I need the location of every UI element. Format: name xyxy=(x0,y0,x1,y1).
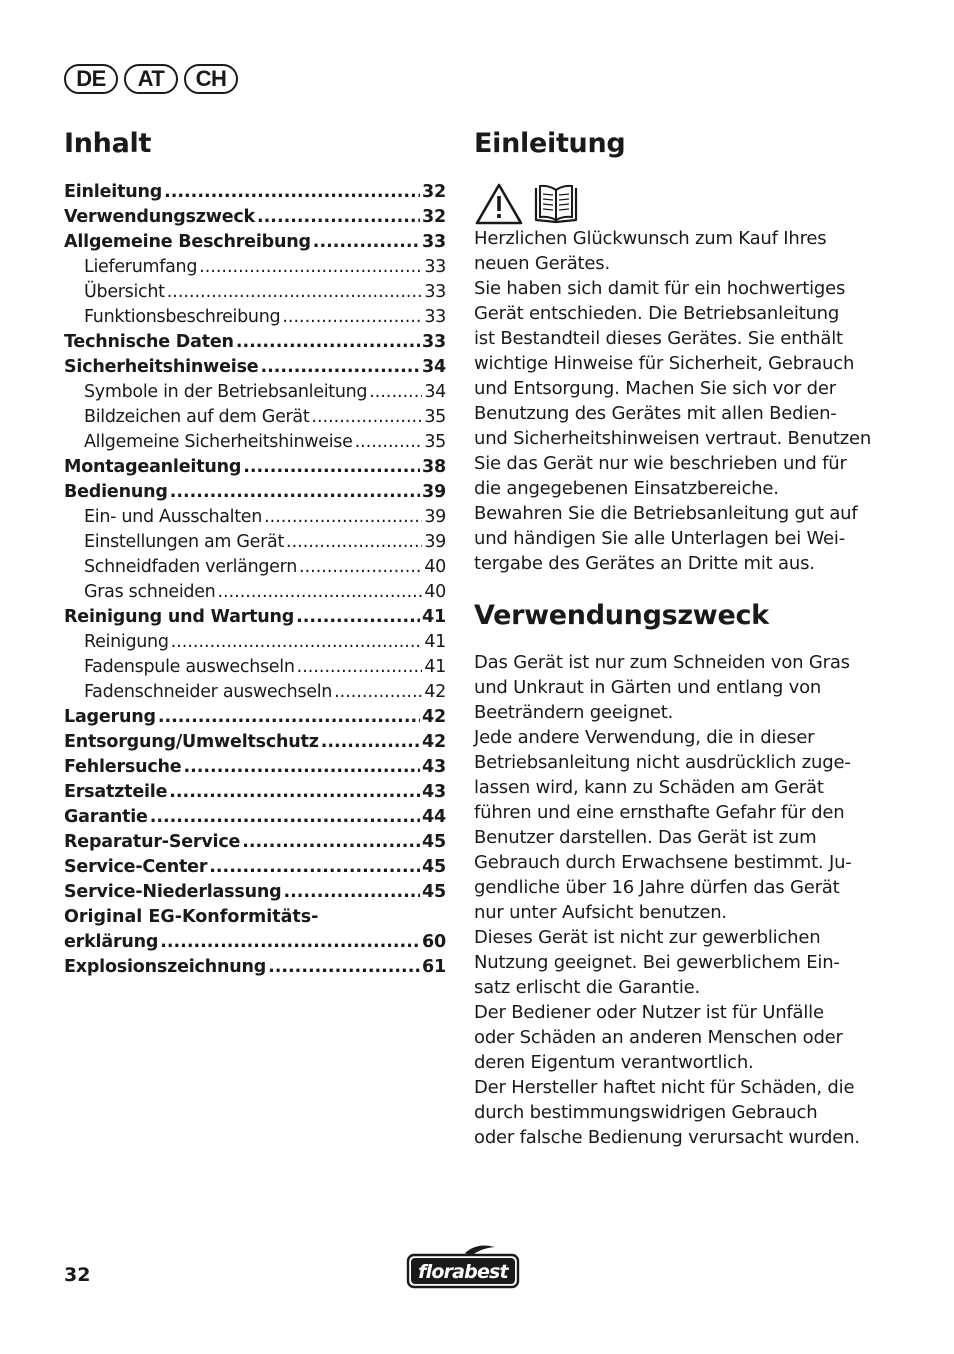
toc-leader-dots xyxy=(321,730,420,755)
toc-entry-label: Übersicht xyxy=(84,282,165,302)
toc-entry-label: Schneidfaden verlängern xyxy=(84,557,298,577)
toc-leader-dots xyxy=(257,205,420,230)
text-line: Benutzung des Gerätes mit allen Bedien- xyxy=(474,403,837,424)
toc-entry-page: 40 xyxy=(424,582,446,602)
toc-entry xyxy=(64,955,446,980)
toc-entry-label: Explosionszeichnung xyxy=(64,957,267,977)
text-line: gendliche über 16 Jahre dürfen das Gerät xyxy=(474,877,840,898)
toc-entry xyxy=(64,780,446,805)
toc-entry xyxy=(64,230,446,255)
toc-entry-label: Einstellungen am Gerät xyxy=(84,532,285,552)
open-book-icon xyxy=(532,182,580,226)
toc-entry xyxy=(64,405,446,430)
toc-leader-dots xyxy=(264,505,422,530)
toc-entry-page: 35 xyxy=(424,407,446,427)
toc-leader-dots xyxy=(311,405,422,430)
toc-entry xyxy=(64,930,446,955)
toc-entry xyxy=(64,430,446,455)
toc-entry-label: Service-Center xyxy=(64,857,208,877)
text-line: Beeträndern geeignet. xyxy=(474,702,674,723)
country-badges xyxy=(64,64,238,94)
toc-entry-page: 42 xyxy=(424,682,446,702)
toc-leader-dots xyxy=(169,780,420,805)
toc-leader-dots xyxy=(217,580,422,605)
text-line: Nutzung geeignet. Bei gewerblichem Ein- xyxy=(474,952,840,973)
country-badge-ch: CH xyxy=(184,64,238,94)
text-line: Der Bediener oder Nutzer ist für Unfälle xyxy=(474,1002,824,1023)
toc-entry-label: Einleitung xyxy=(64,182,163,202)
toc-entry xyxy=(64,330,446,355)
text-line: oder Schäden an anderen Menschen oder xyxy=(474,1027,843,1048)
toc-entry-label: Bildzeichen auf dem Gerät xyxy=(84,407,310,427)
text-line: Sie haben sich damit für ein hochwertiges xyxy=(474,278,846,299)
toc-entry-label: Entsorgung/Umweltschutz xyxy=(64,732,319,752)
toc-entry-page: 43 xyxy=(422,782,446,802)
toc-entry xyxy=(64,380,446,405)
toc-leader-dots xyxy=(199,255,422,280)
toc-entry-page: 33 xyxy=(424,282,446,302)
toc-entry-label: Funktionsbeschreibung xyxy=(84,307,281,327)
toc-entry xyxy=(64,530,446,555)
text-line: Benutzer darstellen. Das Gerät ist zum xyxy=(474,827,817,848)
intro-title: Einleitung xyxy=(474,128,626,159)
toc-entry xyxy=(64,630,446,655)
toc-entry xyxy=(64,505,446,530)
svg-text:florabest: florabest xyxy=(418,1261,508,1283)
text-line: satz erlischt die Garantie. xyxy=(474,977,701,998)
toc-entry-label: Reinigung und Wartung xyxy=(64,607,295,627)
text-line: Sie das Gerät nur wie beschrieben und für xyxy=(474,453,847,474)
toc-entry-label: Symbole in der Betriebsanleitung xyxy=(84,382,368,402)
text-line: die angegebenen Einsatzbereiche. xyxy=(474,478,779,499)
warning-triangle-icon xyxy=(474,182,524,226)
text-line: lassen wird, kann zu Schäden am Gerät xyxy=(474,777,824,798)
text-line: deren Eigentum verantwortlich. xyxy=(474,1052,754,1073)
toc-entry xyxy=(64,305,446,330)
toc-leader-dots xyxy=(334,680,422,705)
toc-entry-page: 33 xyxy=(424,257,446,277)
text-line: durch bestimmungswidrigen Gebrauch xyxy=(474,1102,818,1123)
toc-entry xyxy=(64,180,446,205)
toc-entry xyxy=(64,855,446,880)
toc-entry-page: 34 xyxy=(424,382,446,402)
toc-entry-label: Technische Daten xyxy=(64,332,234,352)
toc-leader-dots xyxy=(355,430,423,455)
toc-leader-dots xyxy=(299,555,422,580)
toc-entry xyxy=(64,205,446,230)
toc-leader-dots xyxy=(167,280,423,305)
text-line: tergabe des Gerätes an Dritte mit aus. xyxy=(474,553,815,574)
florabest-logo xyxy=(405,1244,521,1290)
text-line: und händigen Sie alle Unterlagen bei Wei- xyxy=(474,528,846,549)
toc-entry-label: Verwendungszweck xyxy=(64,207,256,227)
toc-leader-dots xyxy=(313,230,420,255)
text-line: und Entsorgung. Machen Sie sich vor der xyxy=(474,378,836,399)
toc-entry-label: Fehlersuche xyxy=(64,757,182,777)
toc-entry-label: erklärung xyxy=(64,932,159,952)
text-line: führen und eine ernsthafte Gefahr für den xyxy=(474,802,845,823)
page-number: 32 xyxy=(64,1264,91,1286)
toc-entry-label: Service-Niederlassung xyxy=(64,882,282,902)
toc-entry-page: 34 xyxy=(422,357,446,377)
toc-entry xyxy=(64,830,446,855)
toc-entry xyxy=(64,355,446,380)
text-line: nur unter Aufsicht benutzen. xyxy=(474,902,727,923)
toc-entry xyxy=(64,255,446,280)
toc-entry-page: 45 xyxy=(422,832,446,852)
toc-entry-label: Garantie xyxy=(64,807,148,827)
toc-entry xyxy=(64,805,446,830)
text-line: neuen Gerätes. xyxy=(474,253,610,274)
text-line: Gebrauch durch Erwachsene bestimmt. Ju- xyxy=(474,852,852,873)
toc-entry xyxy=(64,705,446,730)
toc-leader-dots xyxy=(242,830,420,855)
toc-leader-dots xyxy=(296,605,420,630)
toc-entry-page: 60 xyxy=(422,932,446,952)
toc-entry-label: Sicherheitshinweise xyxy=(64,357,259,377)
toc-entry-page: 33 xyxy=(424,307,446,327)
toc-leader-dots xyxy=(164,180,420,205)
toc-leader-dots xyxy=(243,455,420,480)
toc-entry-page: 41 xyxy=(424,657,446,677)
toc-leader-dots xyxy=(170,480,420,505)
toc-title: Inhalt xyxy=(64,128,152,159)
text-line: oder falsche Bedienung verursacht wurden. xyxy=(474,1127,860,1148)
toc-entry-page: 42 xyxy=(422,707,446,727)
toc-entry-label: Reinigung xyxy=(84,632,169,652)
toc-entry xyxy=(64,730,446,755)
toc-entry xyxy=(64,455,446,480)
toc-leader-dots xyxy=(297,655,423,680)
text-line: Herzlichen Glückwunsch zum Kauf Ihres xyxy=(474,228,827,249)
toc-entry-label: Lagerung xyxy=(64,707,156,727)
toc-entry-label: Bedienung xyxy=(64,482,168,502)
text-line: und Sicherheitshinweisen vertraut. Benutzen xyxy=(474,428,872,449)
toc-entry xyxy=(64,905,446,930)
toc-leader-dots xyxy=(236,330,420,355)
toc-entry xyxy=(64,755,446,780)
toc-leader-dots xyxy=(369,380,422,405)
toc-leader-dots xyxy=(158,705,420,730)
toc-entry-page: 45 xyxy=(422,882,446,902)
table-of-contents xyxy=(64,126,446,980)
toc-entry-label: Ein- und Ausschalten xyxy=(84,507,263,527)
toc-entry-page: 40 xyxy=(424,557,446,577)
toc-entry-page: 39 xyxy=(424,507,446,527)
country-badge-de: DE xyxy=(64,64,118,94)
text-line: Dieses Gerät ist nicht zur gewerblichen xyxy=(474,927,821,948)
toc-leader-dots xyxy=(183,755,420,780)
text-line: Das Gerät ist nur zum Schneiden von Gras xyxy=(474,652,850,673)
purpose-title: Verwendungszweck xyxy=(474,600,769,631)
text-line: und Unkraut in Gärten und entlang von xyxy=(474,677,822,698)
toc-leader-dots xyxy=(209,855,420,880)
purpose-text xyxy=(474,650,874,1150)
toc-entry-label: Allgemeine Beschreibung xyxy=(64,232,311,252)
toc-entry-page: 39 xyxy=(422,482,446,502)
toc-leader-dots xyxy=(160,930,420,955)
toc-leader-dots xyxy=(283,880,420,905)
text-line: Jede andere Verwendung, die in dieser xyxy=(474,727,815,748)
toc-entry-page: 35 xyxy=(424,432,446,452)
country-badge-at: AT xyxy=(124,64,178,94)
text-line: wichtige Hinweise für Sicherheit, Gebrauch xyxy=(474,353,855,374)
toc-entry-page: 44 xyxy=(422,807,446,827)
toc-entry-label: Original EG-Konformitäts- xyxy=(64,907,319,927)
toc-entry xyxy=(64,555,446,580)
toc-entry xyxy=(64,655,446,680)
toc-entry-label: Montageanleitung xyxy=(64,457,242,477)
intro-text xyxy=(474,226,874,576)
text-line: Gerät entschieden. Die Betriebsanleitung xyxy=(474,303,840,324)
toc-leader-dots xyxy=(171,630,423,655)
toc-leader-dots xyxy=(286,530,422,555)
toc-entry xyxy=(64,580,446,605)
toc-entry-label: Allgemeine Sicherheitshinweise xyxy=(84,432,353,452)
toc-entry-page: 32 xyxy=(422,207,446,227)
toc-entry-label: Fadenspule auswechseln xyxy=(84,657,295,677)
toc-entry-page: 42 xyxy=(422,732,446,752)
toc-entry xyxy=(64,605,446,630)
text-line: Der Hersteller haftet nicht für Schäden, die xyxy=(474,1077,855,1098)
text-line: Bewahren Sie die Betriebsanleitung gut auf xyxy=(474,503,858,524)
toc-entry-page: 32 xyxy=(422,182,446,202)
toc-entry-label: Lieferumfang xyxy=(84,257,198,277)
intro-icons xyxy=(474,182,874,226)
toc-leader-dots xyxy=(268,955,420,980)
toc-entry-page: 41 xyxy=(422,607,446,627)
toc-entry-page: 61 xyxy=(422,957,446,977)
toc-entry xyxy=(64,280,446,305)
toc-entry xyxy=(64,680,446,705)
toc-entry-label: Gras schneiden xyxy=(84,582,216,602)
toc-entry-page: 43 xyxy=(422,757,446,777)
toc-entry-label: Reparatur-Service xyxy=(64,832,241,852)
text-line: Betriebsanleitung nicht ausdrücklich zuge- xyxy=(474,752,851,773)
toc-entry xyxy=(64,480,446,505)
toc-leader-dots xyxy=(150,805,420,830)
toc-entry-page: 33 xyxy=(422,232,446,252)
toc-entry-page: 38 xyxy=(422,457,446,477)
text-line: ist Bestandteil dieses Gerätes. Sie enthält xyxy=(474,328,843,349)
toc-entry-page: 45 xyxy=(422,857,446,877)
content-column xyxy=(474,126,874,1150)
toc-entry-page: 33 xyxy=(422,332,446,352)
toc-leader-dots xyxy=(260,355,420,380)
toc-entry-label: Ersatzteile xyxy=(64,782,168,802)
toc-list xyxy=(64,180,446,980)
toc-entry-label: Fadenschneider auswechseln xyxy=(84,682,333,702)
toc-entry-page: 39 xyxy=(424,532,446,552)
toc-entry-page: 41 xyxy=(424,632,446,652)
toc-leader-dots xyxy=(282,305,422,330)
toc-entry xyxy=(64,880,446,905)
